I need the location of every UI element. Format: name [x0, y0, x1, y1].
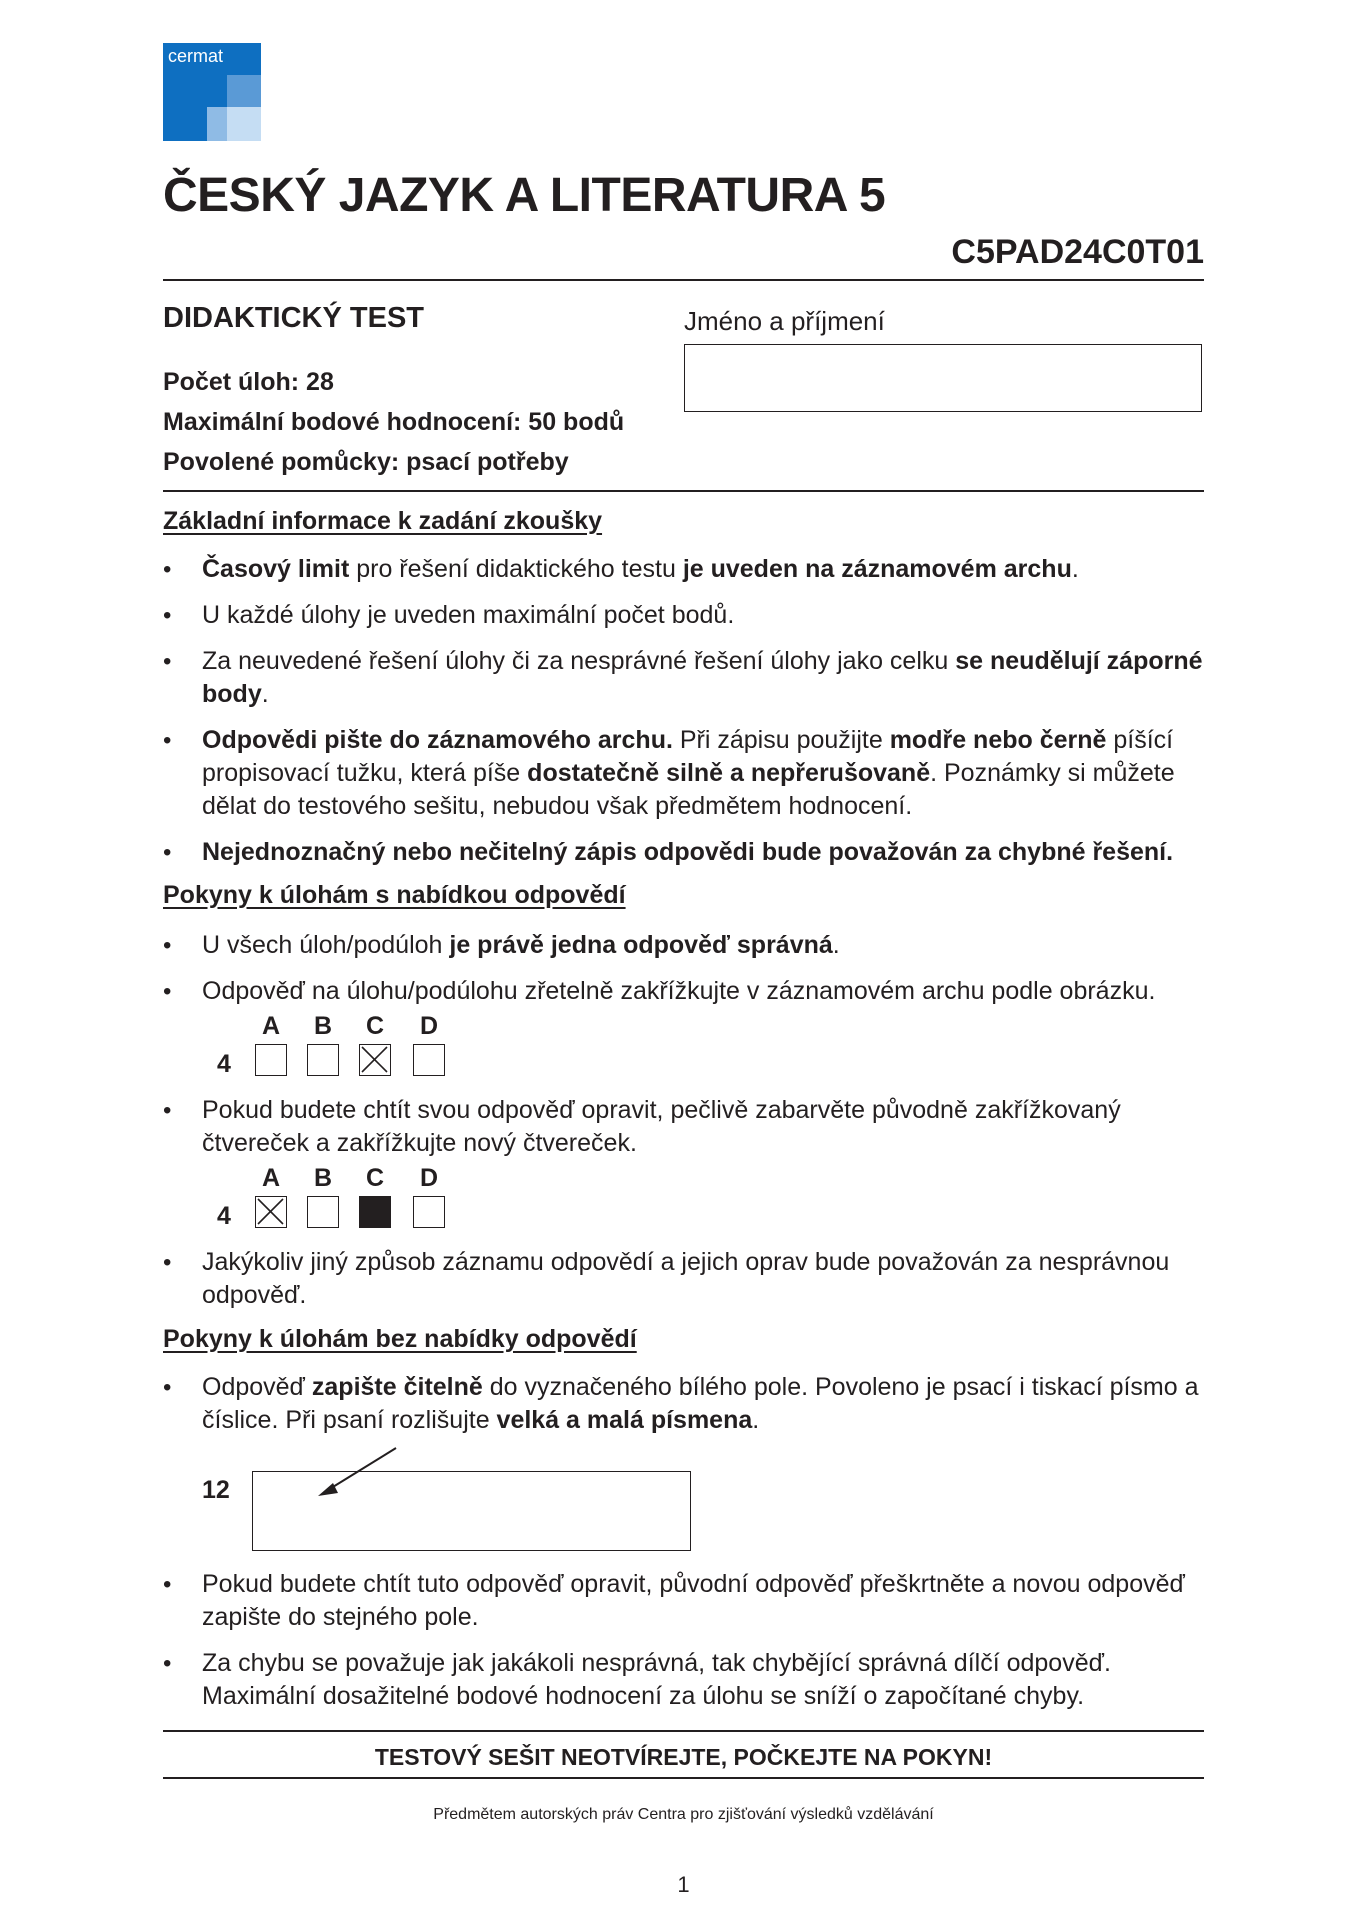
test-code: C5PAD24C0T01 [951, 233, 1204, 271]
divider [163, 279, 1204, 281]
list-item: • Časový limit pro řešení didaktického testu je uveden na záznamovém archu. [202, 553, 1212, 586]
divider [163, 490, 1204, 492]
option-letter: B [313, 1012, 333, 1040]
divider [163, 1777, 1204, 1779]
checkbox[interactable] [307, 1196, 339, 1228]
option-letter: A [261, 1012, 281, 1040]
list-item: • Pokud budete chtít svou odpověď opravit, pečlivě zabarvěte původně zakřížkovaný čtvereček a zakřížkujte nový čtvereček. [202, 1094, 1212, 1160]
test-meta [163, 362, 624, 482]
checkbox[interactable] [307, 1044, 339, 1076]
option-letter: C [365, 1164, 385, 1192]
list-item: • Nejednoznačný nebo nečitelný zápis odpovědi bude považován za chybné řešení. [202, 836, 1212, 869]
cross-mark-icon [256, 1197, 285, 1226]
checkbox[interactable] [255, 1044, 287, 1076]
logo-square [207, 107, 227, 141]
option-letter: B [313, 1164, 333, 1192]
checkbox-crossed[interactable] [359, 1044, 391, 1076]
list-item: • U každé úlohy je uveden maximální počet bodů. [202, 599, 1212, 632]
checkbox[interactable] [413, 1044, 445, 1076]
cermat-logo [163, 43, 261, 141]
page-number: 1 [677, 1872, 690, 1897]
list-item: • Odpovědi pište do záznamového archu. Při zápisu použijte modře nebo černě píšící propisovací tužku, která píše dostatečně silně a nepřerušovaně. Poznámky si můžete dělat do testového sešitu, nebudou však předmětem hodnocení. [202, 724, 1212, 823]
list-item: • Odpověď na úlohu/podúlohu zřetelně zakřížkujte v záznamovém archu podle obrázku. [202, 975, 1212, 1008]
test-subtitle: DIDAKTICKÝ TEST [163, 302, 424, 334]
checkbox-filled[interactable] [359, 1196, 391, 1228]
task-number: 12 [202, 1476, 230, 1504]
section-heading-choice-tasks: Pokyny k úlohám s nabídkou odpovědí [163, 881, 626, 909]
list-item: • Jakýkoliv jiný způsob záznamu odpovědí a jejich oprav bude považován za nesprávnou odpověď. [202, 1246, 1212, 1312]
name-label: Jméno a příjmení [684, 306, 885, 336]
footer-notice: TESTOVÝ SEŠIT NEOTVÍREJTE, POČKEJTE NA POKYN! [374, 1744, 993, 1770]
arrow-icon [300, 1438, 410, 1508]
list-item: • Za chybu se považuje jak jakákoli nesprávná, tak chybějící správná dílčí odpověď. Maximální dosažitelné bodové hodnocení za úlohu se sníží o započítané chyby. [202, 1647, 1212, 1713]
list-item: • U všech úloh/podúloh je právě jedna odpověď správná. [202, 929, 1212, 962]
option-letter: D [419, 1012, 439, 1040]
max-points: Maximální bodové hodnocení: 50 bodů [163, 408, 625, 436]
task-number: 4 [217, 1050, 231, 1078]
divider [163, 1730, 1204, 1732]
allowed-aids: Povolené pomůcky: psací potřeby [163, 448, 569, 476]
section-heading-open-tasks: Pokyny k úlohám bez nabídky odpovědí [163, 1325, 637, 1353]
copyright-text: Předmětem autorských práv Centra pro zjišťování výsledků vzdělávání [433, 1806, 934, 1823]
list-item: • Pokud budete chtít tuto odpověď opravit, původní odpověď přeškrtněte a novou odpověď zapište do stejného pole. [202, 1568, 1212, 1634]
section-heading-basic-info: Základní informace k zadání zkoušky [163, 507, 603, 535]
logo-square [227, 75, 261, 107]
option-letter: D [419, 1164, 439, 1192]
task-number: 4 [217, 1202, 231, 1230]
name-field[interactable] [684, 344, 1202, 412]
checkbox[interactable] [413, 1196, 445, 1228]
list-item: • Odpověď zapište čitelně do vyznačeného bílého pole. Povoleno je psací i tiskací písmo a číslice. Při psaní rozlišujte velká a malá písmena. [202, 1371, 1212, 1437]
logo-square [227, 107, 261, 141]
cross-mark-icon [360, 1045, 389, 1074]
logo-text: cermat [168, 46, 224, 66]
checkbox-crossed[interactable] [255, 1196, 287, 1228]
task-count: Počet úloh: 28 [163, 368, 334, 396]
list-item: • Za neuvedené řešení úlohy či za nesprávné řešení úlohy jako celku se neudělují záporné body. [202, 645, 1212, 711]
option-letter: A [261, 1164, 281, 1192]
page-title: ČESKÝ JAZYK A LITERATURA 5 [163, 169, 886, 222]
option-letter: C [365, 1012, 385, 1040]
